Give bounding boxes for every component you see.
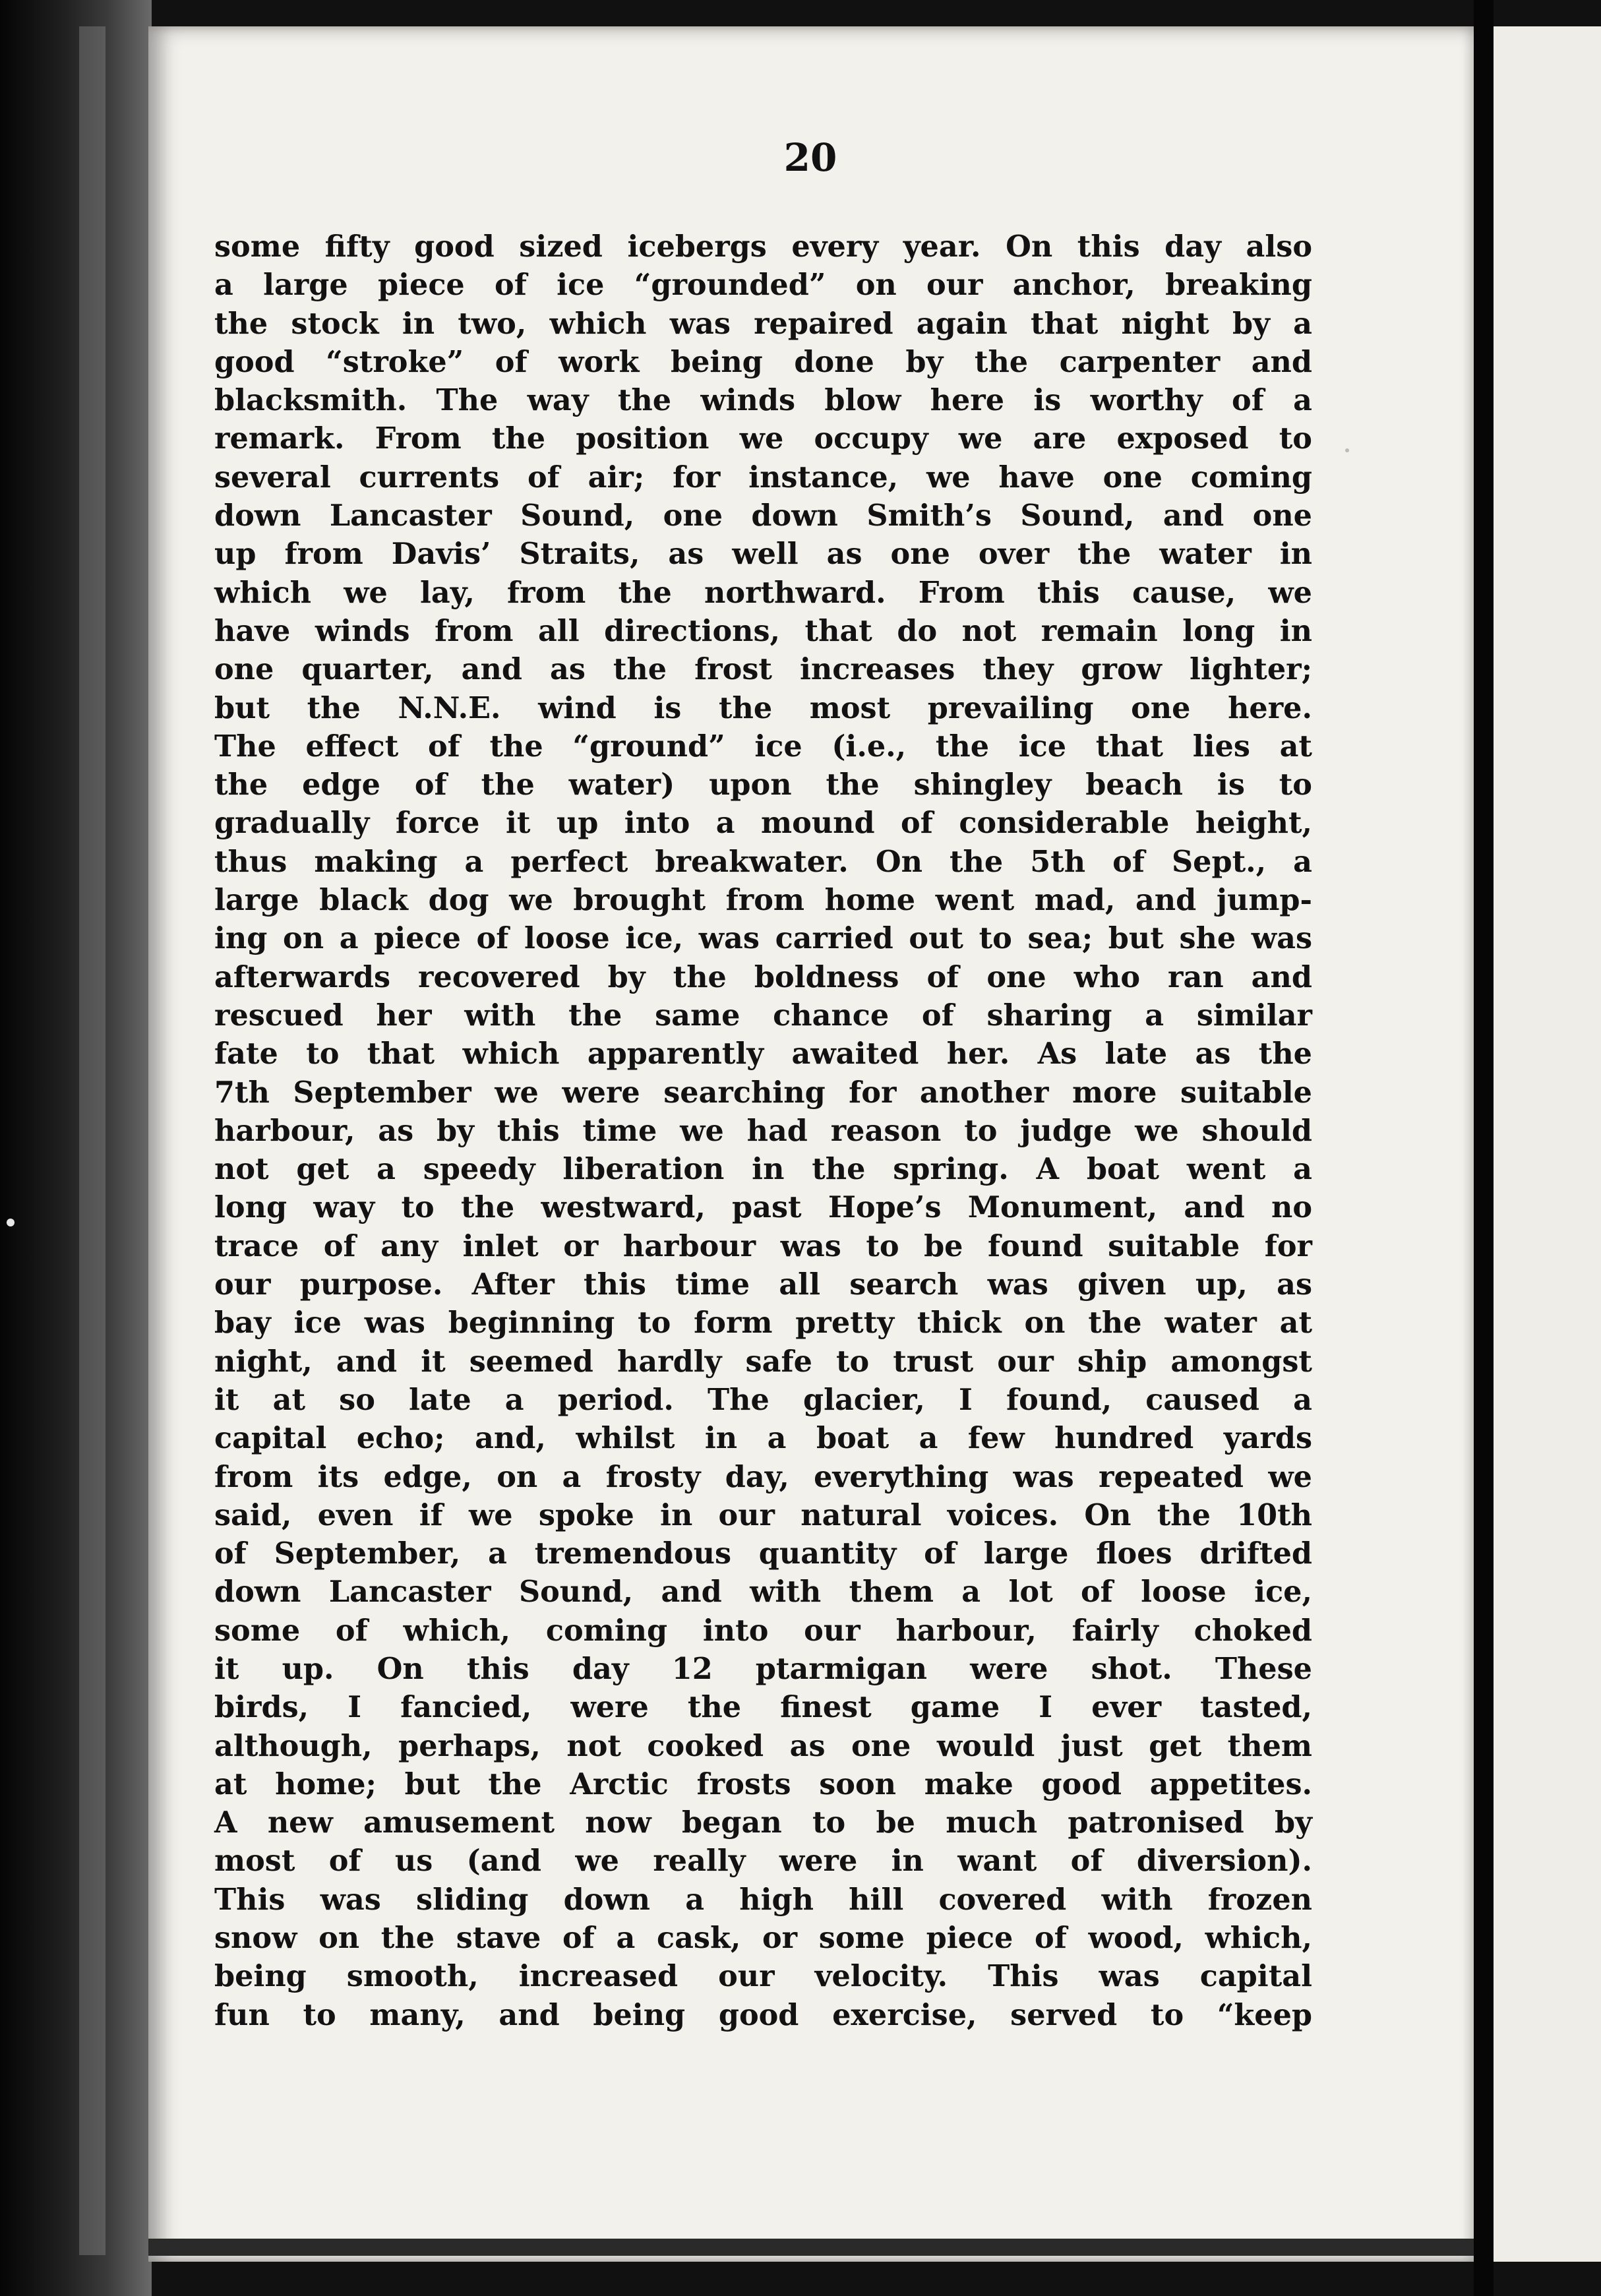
text-line: fate to that which apparently awaited her. As late as the [214,1037,1312,1072]
text-line: down Lancaster Sound, one down Smith’s Sound, and one [214,498,1312,533]
text-line: snow on the stave of a cask, or some piece of wood, which, [214,1921,1312,1956]
body-text [214,227,1312,2034]
text-line: but the N.N.E. wind is the most prevailing one here. [214,690,1312,725]
text-line: have winds from all directions, that do not remain long in [214,613,1312,648]
next-page-edge [1494,26,1601,2262]
text-line: our purpose. After this time all search was given up, as [214,1267,1312,1302]
text-line: up from Davis’ Straits, as well as one over the water in [214,537,1312,572]
scan-speck [7,1219,15,1226]
text-line: gradually force it up into a mound of considerable height, [214,806,1312,841]
text-line: night, and it seemed hardly safe to trust our ship amongst [214,1344,1312,1379]
text-line: capital echo; and, whilst in a boat a few hundred yards [214,1421,1312,1456]
text-line: at home; but the Arctic frosts soon make good appetites. [214,1767,1312,1801]
text-line: down Lancaster Sound, and with them a lot of loose ice, [214,1575,1312,1610]
text-line: the edge of the water) upon the shingley beach is to [214,768,1312,802]
text-line: good “stroke” of work being done by the carpenter and [214,344,1312,379]
text-line: large black dog we brought from home went mad, and jump- [214,883,1312,918]
text-line: long way to the westward, past Hope’s Monument, and no [214,1190,1312,1225]
text-line: rescued her with the same chance of sharing a similar [214,998,1312,1033]
text-line: one quarter, and as the frost increases they grow lighter; [214,652,1312,687]
text-line: most of us (and we really were in want of diversion). [214,1844,1312,1879]
text-line: 7th September we were searching for another more suitable [214,1075,1312,1110]
text-line: trace of any inlet or harbour was to be found suitable for [214,1228,1312,1263]
text-line: from its edge, on a frosty day, everything was repeated we [214,1459,1312,1494]
text-line: a large piece of ice “grounded” on our anchor, breaking [214,268,1312,303]
text-line: the stock in two, which was repaired again that night by a [214,306,1312,341]
text-line: some fifty good sized icebergs every year. On this day also [214,229,1312,264]
text-line: some of which, coming into our harbour, fairly choked [214,1613,1312,1648]
text-line: although, perhaps, not cooked as one would just get them [214,1728,1312,1763]
text-line: blacksmith. The way the winds blow here is worthy of a [214,383,1312,418]
page-bottom-edge [148,2239,1474,2256]
text-line: bay ice was beginning to form pretty thick on the water at [214,1306,1312,1341]
binding-strip [79,26,106,2255]
text-line: This was sliding down a high hill covered with frozen [214,1882,1312,1917]
text-line: fun to many, and being good exercise, served to “keep [214,1997,1312,2032]
text-line: harbour, as by this time we had reason to judge we should [214,1113,1312,1148]
book-binding-left [0,0,152,2296]
text-line: of September, a tremendous quantity of large floes drifted [214,1536,1312,1571]
text-line: being smooth, increased our velocity. This was capital [214,1959,1312,1994]
text-line: birds, I fancied, were the finest game I ever tasted, [214,1690,1312,1725]
text-line: not get a speedy liberation in the spring. A boat went a [214,1152,1312,1187]
book-gutter [1474,0,1494,2296]
text-line: afterwards recovered by the boldness of one who ran and [214,959,1312,994]
text-line: it up. On this day 12 ptarmigan were shot. These [214,1651,1312,1686]
text-line: A new amusement now began to be much patronised by [214,1805,1312,1840]
text-line: ing on a piece of loose ice, was carried out to sea; but she was [214,921,1312,956]
text-line: remark. From the position we occupy we are exposed to [214,421,1312,456]
scan-speck [1345,448,1349,452]
text-line: said, even if we spoke in our natural voices. On the 10th [214,1497,1312,1532]
text-line: it at so late a period. The glacier, I found, caused a [214,1382,1312,1417]
page-number: 20 [783,135,837,180]
text-line: The effect of the “ground” ice (i.e., the ice that lies at [214,729,1312,764]
text-line: several currents of air; for instance, we have one coming [214,460,1312,495]
text-line: thus making a perfect breakwater. On the 5th of Sept., a [214,844,1312,879]
text-line: which we lay, from the northward. From this cause, we [214,575,1312,610]
